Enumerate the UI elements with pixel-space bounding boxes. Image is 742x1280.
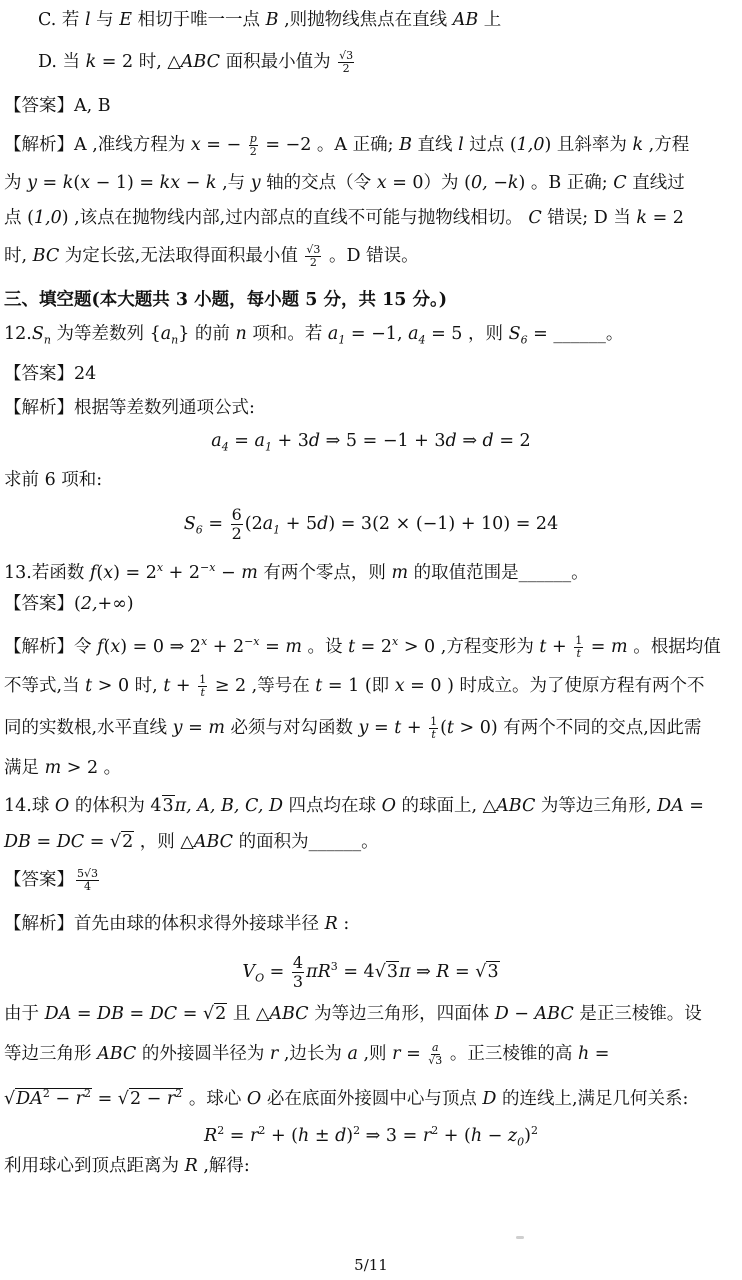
q14-line-2: 等边三角形 ABC 的外接圆半径为 r ,边长为 a ,则 r = $\frac{a}{√3}$ 。正三棱锥的高 h =	[4, 1041, 610, 1067]
option-c: C. 若 l 与 E 相切于唯一一点 B ,则抛物线焦点在直线 AB 上	[38, 10, 502, 30]
section-title: 三、填空题(本大题共 3 小题，每小题 5 分，共 15 分。)	[4, 290, 448, 310]
q14-answer: 【答案】 $\frac{5√3}{4}$	[4, 867, 99, 893]
option-d: D. 当 k = 2 时, △ABC 面积最小值为 $\frac{√3}{2}$	[38, 49, 354, 75]
q12-equation-2: $S_6$ = $\frac{6}{2}$ $(2a_1 + 5d) = 3(2 \times (-1) + 10) = 24$	[183, 505, 559, 543]
q14-line-1: 由于 DA = DB = DC = √2 且 △ABC 为等边三角形，四面体 D − ABC 是正三棱锥。设	[4, 1004, 702, 1024]
q13-analysis-line-4: 满足 m > 2 。	[4, 758, 122, 778]
q13-analysis-line-1: 【解析】令 f(x) = 0 ⇒ $2^x + 2^{-x} = m$ 。设 $t = 2^x > 0$ ,方程变形为 t + $\frac{1}{t}$ = m 。根据均值	[4, 633, 721, 660]
q12-answer: 【答案】24	[4, 364, 97, 384]
q14-analysis: 【解析】首先由球的体积求得外接球半径 R :	[4, 914, 350, 934]
q14-equation-2: $R^2 = r^2 + (h \pm d)^2$ ⇒ $3 = r^2 + (h - z_0)^2$	[204, 1124, 538, 1149]
q11-analysis-line-4: 时, BC 为定长弦,无法取得面积最小值 $\frac{√3}{2}$ 。D 错误。	[4, 243, 419, 269]
scan-mark	[516, 1236, 524, 1239]
q13-analysis-line-2: 不等式,当 t > 0 时, t + $\frac{1}{t}$ ≥ 2 ,等号在 t = 1 (即 x = 0 ) 时成立。为了使原方程有两个不	[4, 673, 705, 699]
q11-answer: 【答案】A, B	[4, 96, 111, 116]
q14-question-line-2: DB = DC = √2 ，则 △ABC 的面积为______。	[4, 832, 379, 852]
q11-analysis-line-3: 点 (1,0) ,该点在抛物线内部,过内部点的直线不可能与抛物线相切。 C 错误; D 当 k = 2	[4, 208, 684, 228]
q14-equation-1: $V_O$ = $\frac{4}{3}$ $\pi R^3 = 4√3\pi$ ⇒ R = √3	[242, 953, 499, 991]
q13-answer: 【答案】(2,+∞)	[4, 594, 134, 614]
q13-question: 13.若函数 $f(x) = 2^x + 2^{-x} - m$ 有两个零点，则 m 的取值范围是______。	[4, 561, 589, 583]
q14-question-line-1: 14.球 O 的体积为 43π, A, B, C, D 四点均在球 O 的球面上, △ABC 为等边三角形, DA =	[4, 796, 704, 816]
q11-analysis-line-2: 为 y = k(x − 1) = kx − k ,与 y 轴的交点（令 x = 0）为 (0, −k) 。B 正确; C 直线过	[4, 173, 685, 193]
q14-last-line: 利用球心到顶点距离为 R ,解得:	[4, 1156, 250, 1176]
q11-analysis-line-1: 【解析】A ,准线方程为 x = − $\frac{p}{2}$ = −2 。A 正确; B 直线 l 过点 (1,0) 且斜率为 k ,方程	[4, 132, 690, 158]
q12-line-2: 求前 6 项和:	[4, 470, 103, 490]
q12-equation-1: $a_4 = a_1 + 3d$ ⇒ 5 = −1 + 3d ⇒ d = 2	[211, 431, 531, 454]
q13-analysis-line-3: 同的实数根,水平直线 y = m 必须与对勾函数 y = t + $\frac{1}{t}$ (t > 0) 有两个不同的交点,因此需	[4, 715, 702, 741]
page-number: 5/11	[354, 1256, 388, 1274]
q12-question: $12.S_n$ 为等差数列 $\{a_n\}$ 的前 n 项和。若 $a_1 = -1$, $a_4 = 5$ ，则 $S_6$ = ______。	[4, 324, 624, 347]
q12-analysis: 【解析】根据等差数列通项公式:	[4, 398, 255, 418]
q14-line-3: $√DA^2 - r^2 = √2 - r^2$ 。球心 O 必在底面外接圆中心与顶点 D 的连线上,满足几何关系:	[4, 1087, 689, 1109]
